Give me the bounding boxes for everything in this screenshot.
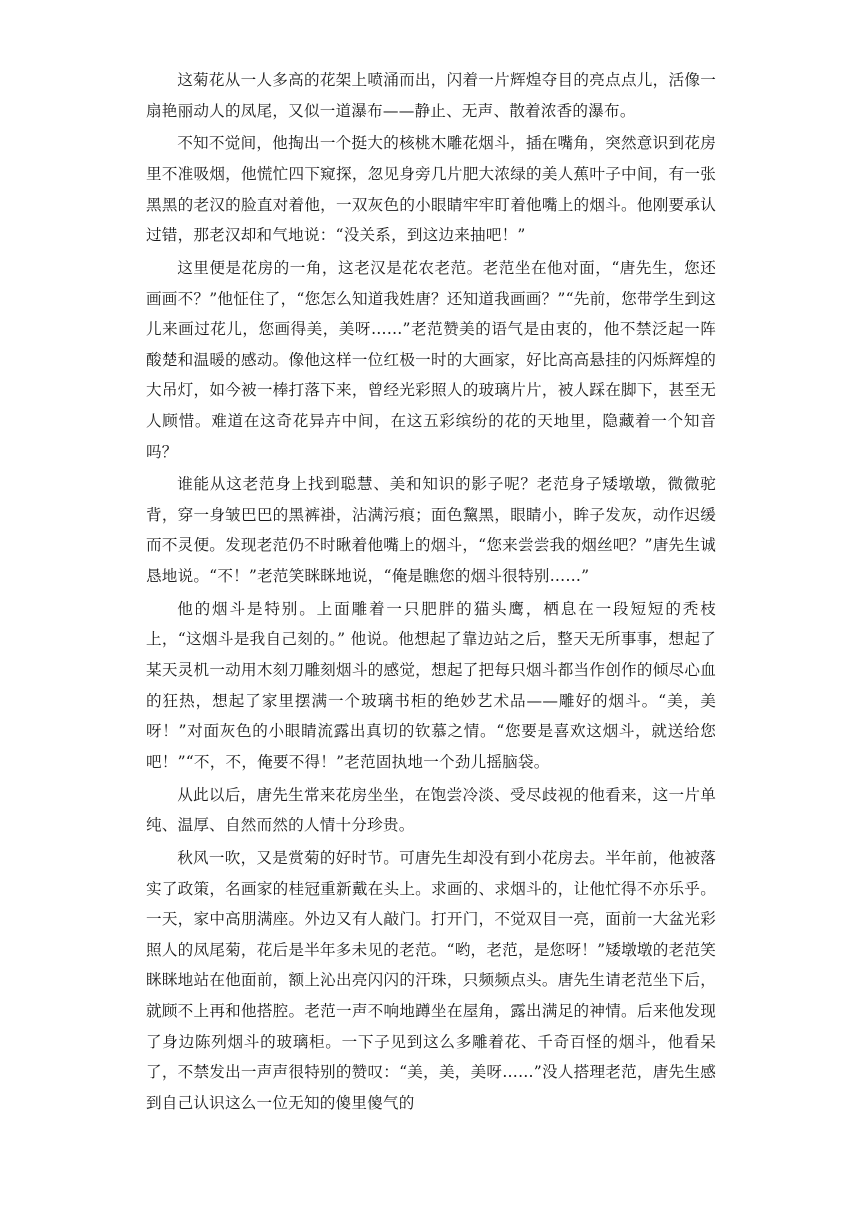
paragraph: 这菊花从一人多高的花架上喷涌而出，闪着一片辉煌夺目的亮点点儿，活像一扇艳丽动人的凤尾，又似一道瀑布——静止、无声、散着浓香的瀑布。 bbox=[146, 71, 716, 120]
paragraph: 秋风一吹，又是赏菊的好时节。可唐先生却没有到小花房去。半年前，他被落实了政策，名画家的桂冠重新戴在头上。求画的、求烟斗的，让他忙得不亦乐乎。一天，家中高朋满座。外边又有人敲门。打开门，不觉双目一亮，面前一大盆光彩照人的凤尾菊，花后是半年多未见的老范。“哟，老范，是您呀！”矮墩墩的老范笑眯眯地站在他面前，额上沁出亮闪闪的汗珠，只频频点头。唐先生请老范坐下后，就顾不上再和他搭腔。老范一声不响地蹲坐在屋角，露出满足的神情。后来他发现了身边陈列烟斗的玻璃柜。一下子见到这么多雕着花、千奇百怪的烟斗，他看呆了，不禁发出一声声很特别的赞叹：“美，美，美呀……”没人搭理老范，唐先生感到自己认识这么一位无知的傻里傻气的 bbox=[146, 848, 716, 1112]
paragraph: 从此以后，唐先生常来花房坐坐，在饱尝冷淡、受尽歧视的他看来，这一片单纯、温厚、自然而然的人情十分珍贵。 bbox=[146, 785, 716, 835]
paragraph: 他的烟斗是特别。上面雕着一只肥胖的猫头鹰，栖息在一段短短的秃枝上，“这烟斗是我自己刻的。” 他说。他想起了靠边站之后，整天无所事事，想起了某天灵机一动用木刻刀雕刻烟斗的感觉，想起了把每只烟斗都当作创作的倾尽心血的狂热，想起了家里摆满一个玻璃书柜的绝妙艺术品——雕好的烟斗。“美，美呀！”对面灰色的小眼睛流露出真切的钦慕之情。“您要是喜欢这烟斗，就送给您吧！”“不，不，俺要不得！”老范固执地一个劲儿摇脑袋。 bbox=[146, 599, 716, 771]
document-body bbox=[146, 65, 716, 1121]
paragraph: 不知不觉间，他掏出一个挺大的核桃木雕花烟斗，插在嘴角，突然意识到花房里不准吸烟，他慌忙四下窥探，忽见身旁几片肥大浓绿的美人蕉叶子中间，有一张黑黑的老汉的脸直对着他，一双灰色的小眼睛牢牢盯着他嘴上的烟斗。他刚要承认过错，那老汉却和气地说：“没关系，到这边来抽吧！” bbox=[146, 134, 716, 245]
paragraph: 谁能从这老范身上找到聪慧、美和知识的影子呢？老范身子矮墩墩，微微驼背，穿一身皱巴巴的黑裤褂，沾满污痕；面色黧黑，眼睛小，眸子发灰，动作迟缓而不灵便。发现老范仍不时瞅着他嘴上的烟斗，“您来尝尝我的烟丝吧？”唐先生诚恳地说。“不！”老范笑眯眯地说，“俺是瞧您的烟斗很特别……” bbox=[146, 475, 716, 586]
paragraph: 这里便是花房的一角，这老汉是花农老范。老范坐在他对面，“唐先生，您还画画不？”他怔住了，“您怎么知道我姓唐？还知道我画画？”“先前，您带学生到这儿来画过花儿，您画得美，美呀……”老范赞美的语气是由衷的，他不禁泛起一阵酸楚和温暖的感动。像他这样一位红极一时的大画家，好比高高悬挂的闪烁辉煌的大吊灯，如今被一棒打落下来，曾经光彩照人的玻璃片片，被人踩在脚下，甚至无人顾惜。难道在这奇花异卉中间，在这五彩缤纷的花的天地里，隐藏着一个知音吗？ bbox=[146, 258, 716, 461]
